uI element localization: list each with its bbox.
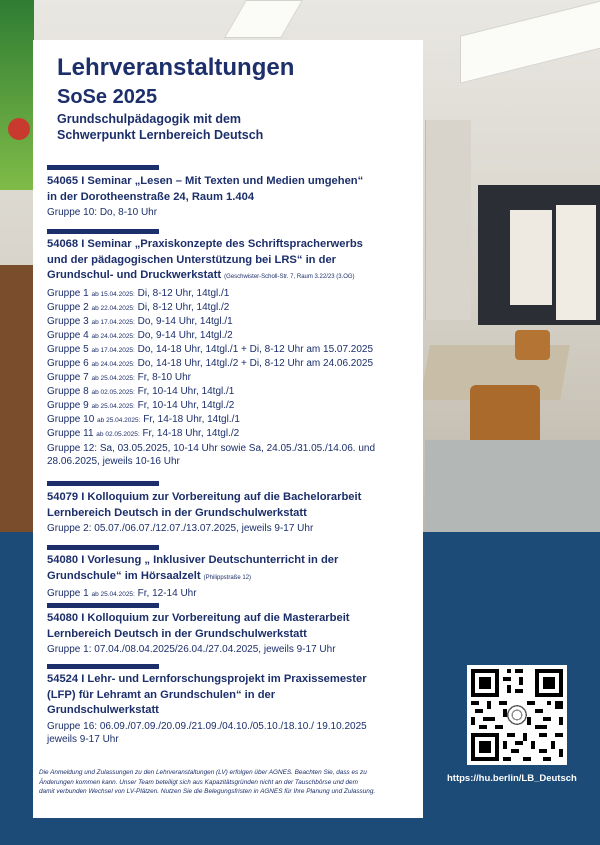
group-line: Gruppe 10 ab 25.04.2025: Fr, 14-18 Uhr, 14tgl./1: [47, 414, 240, 426]
red-fruit-decoration: [8, 118, 30, 140]
section-divider: [47, 664, 159, 669]
group-line: Gruppe 3 ab 17.04.2025: Do, 9-14 Uhr, 14tgl./1: [47, 315, 233, 327]
course-schedule-line: Gruppe 2: 05.07./06.07./12.07./13.07.2025, jeweils 9-17 Uhr: [47, 523, 314, 534]
qr-code-icon: [467, 665, 567, 765]
course-54079: [47, 490, 419, 535]
course-schedule-line: jeweils 9-17 Uhr: [47, 733, 119, 745]
page-title: Lehrveranstaltungen: [57, 54, 295, 81]
course-54080-kolloquium: [47, 611, 419, 656]
group-line: Gruppe 5 ab 17.04.2025: Do, 14-18 Uhr, 14tgl./1 + Di, 8-12 Uhr am 15.07.2025: [47, 343, 374, 355]
course-54524: [47, 672, 419, 746]
group-line: Gruppe 7 ab 25.04.2025: Fr, 8-10 Uhr: [47, 372, 191, 384]
course-title: 54065 I Seminar „Lesen – Mit Texten und Medien umgehen“ in der Dorotheenstraße 24, Raum 1.404: [47, 175, 364, 203]
section-divider: [47, 165, 159, 170]
program-subtitle: Grundschulpädagogik mit dem Schwerpunkt Lernbereich Deutsch: [57, 112, 264, 142]
bulletin-board: [425, 120, 471, 320]
group-line: Gruppe 1 ab 25.04.2025: Fr, 12-14 Uhr: [47, 588, 197, 599]
section-divider: [47, 545, 159, 550]
course-link[interactable]: https://hu.berlin/LB_Deutsch: [447, 773, 577, 784]
course-title: 54524 I Lehr- und Lernforschungsprojekt im Praxissemester (LFP) für Lehramt an Grundschulen“ in der Grundschulwerkstatt: [47, 673, 367, 716]
poster-sheet: [510, 210, 552, 305]
info-panel: [33, 40, 423, 818]
section-divider: [47, 481, 159, 486]
course-schedule-line: Gruppe 16: 06.09./07.09./20.09./21.09./04.10./05.10./18.10./ 19.10.2025: [47, 720, 367, 732]
semester-heading: SoSe 2025: [57, 86, 158, 108]
registration-footnote: Die Anmeldung und Zulassungen zu den Lehrveranstaltungen (LV) erfolgen über AGNES. Beachten Sie, dass es zu Änderungen kommen kann. Unser Team beteiligt sich aus Kapazitätsgründen nicht an der Tauschbörse und dem damit verbunden Wechsel von LV-Plätzen. Nutzen Sie die Belegungsfristen in AGNES für Ihre Planung und Zulassung.: [39, 769, 376, 796]
course-title: 54079 I Kolloquium zur Vorbereitung auf die Bachelorarbeit Lernbereich Deutsch in der Grundschulwerkstatt: [47, 491, 362, 519]
group-line: Gruppe 4 ab 24.04.2025: Do, 9-14 Uhr, 14tgl./2: [47, 329, 233, 341]
green-wall-decoration: [0, 0, 34, 190]
location-note: (Geschwister-Scholl-Str. 7, Raum 3.22/23 (3.OG): [224, 274, 355, 280]
group-line: Gruppe 12: Sa, 03.05.2025, 10-14 Uhr sowie Sa, 24.05./31.05./14.06. und: [47, 442, 376, 454]
floor: [425, 440, 600, 532]
course-54065: [47, 174, 419, 219]
section-divider: [47, 229, 159, 234]
qr-code[interactable]: [467, 665, 567, 765]
course-schedule-line: Gruppe 1: 07.04./08.04.2025/26.04./27.04.2025, jeweils 9-17 Uhr: [47, 644, 336, 655]
group-line: Gruppe 2 ab 22.04.2025: Di, 8-12 Uhr, 14tgl./2: [47, 301, 230, 313]
course-title: 54080 I Kolloquium zur Vorbereitung auf die Masterarbeit Lernbereich Deutsch in der Grundschulwerkstatt: [47, 612, 350, 640]
course-title: 54068 I Seminar „Praxiskonzepte des Schriftspracherwerbs und der pädagogischen Unterstützung bei LRS“ in der Grundschul- und Druckwerkstatt (Geschwister-Scholl-Str. 7, Raum 3.22/23 (3.OG): [47, 238, 363, 281]
course-schedule-line: Gruppe 10: Do, 8-10 Uhr: [47, 207, 158, 218]
group-line: Gruppe 9 ab 25.04.2025: Fr, 10-14 Uhr, 14tgl./2: [47, 400, 235, 412]
left-shelf: [0, 265, 34, 532]
group-line: 28.06.2025, jeweils 10-16 Uhr: [47, 455, 180, 467]
classroom-chair: [470, 385, 540, 445]
poster-sheet-2: [556, 205, 596, 320]
ceiling-light-right: [460, 0, 600, 83]
course-54080-vorlesung: [47, 553, 419, 601]
group-line: Gruppe 1 ab 15.04.2025: Di, 8-12 Uhr, 14tgl./1: [47, 287, 230, 299]
course-title: 54080 I Vorlesung „ Inklusiver Deutschunterricht in der Grundschule“ im Hörsaalzelt (Philippstraße 12): [47, 554, 339, 582]
group-line: Gruppe 8 ab 02.05.2025: Fr, 10-14 Uhr, 14tgl./1: [47, 386, 235, 398]
ceiling-light: [224, 0, 303, 38]
course-54068: [47, 237, 419, 468]
group-line: Gruppe 6 ab 24.04.2025: Do, 14-18 Uhr, 14tgl./2 + Di, 8-12 Uhr am 24.06.2025: [47, 357, 374, 369]
location-note: (Philippstraße 12): [203, 574, 252, 581]
section-divider: [47, 603, 159, 608]
group-line: Gruppe 11 ab 02.05.2025: Fr, 14-18 Uhr, 14tgl./2: [47, 428, 240, 440]
classroom-chair-2: [515, 330, 550, 360]
